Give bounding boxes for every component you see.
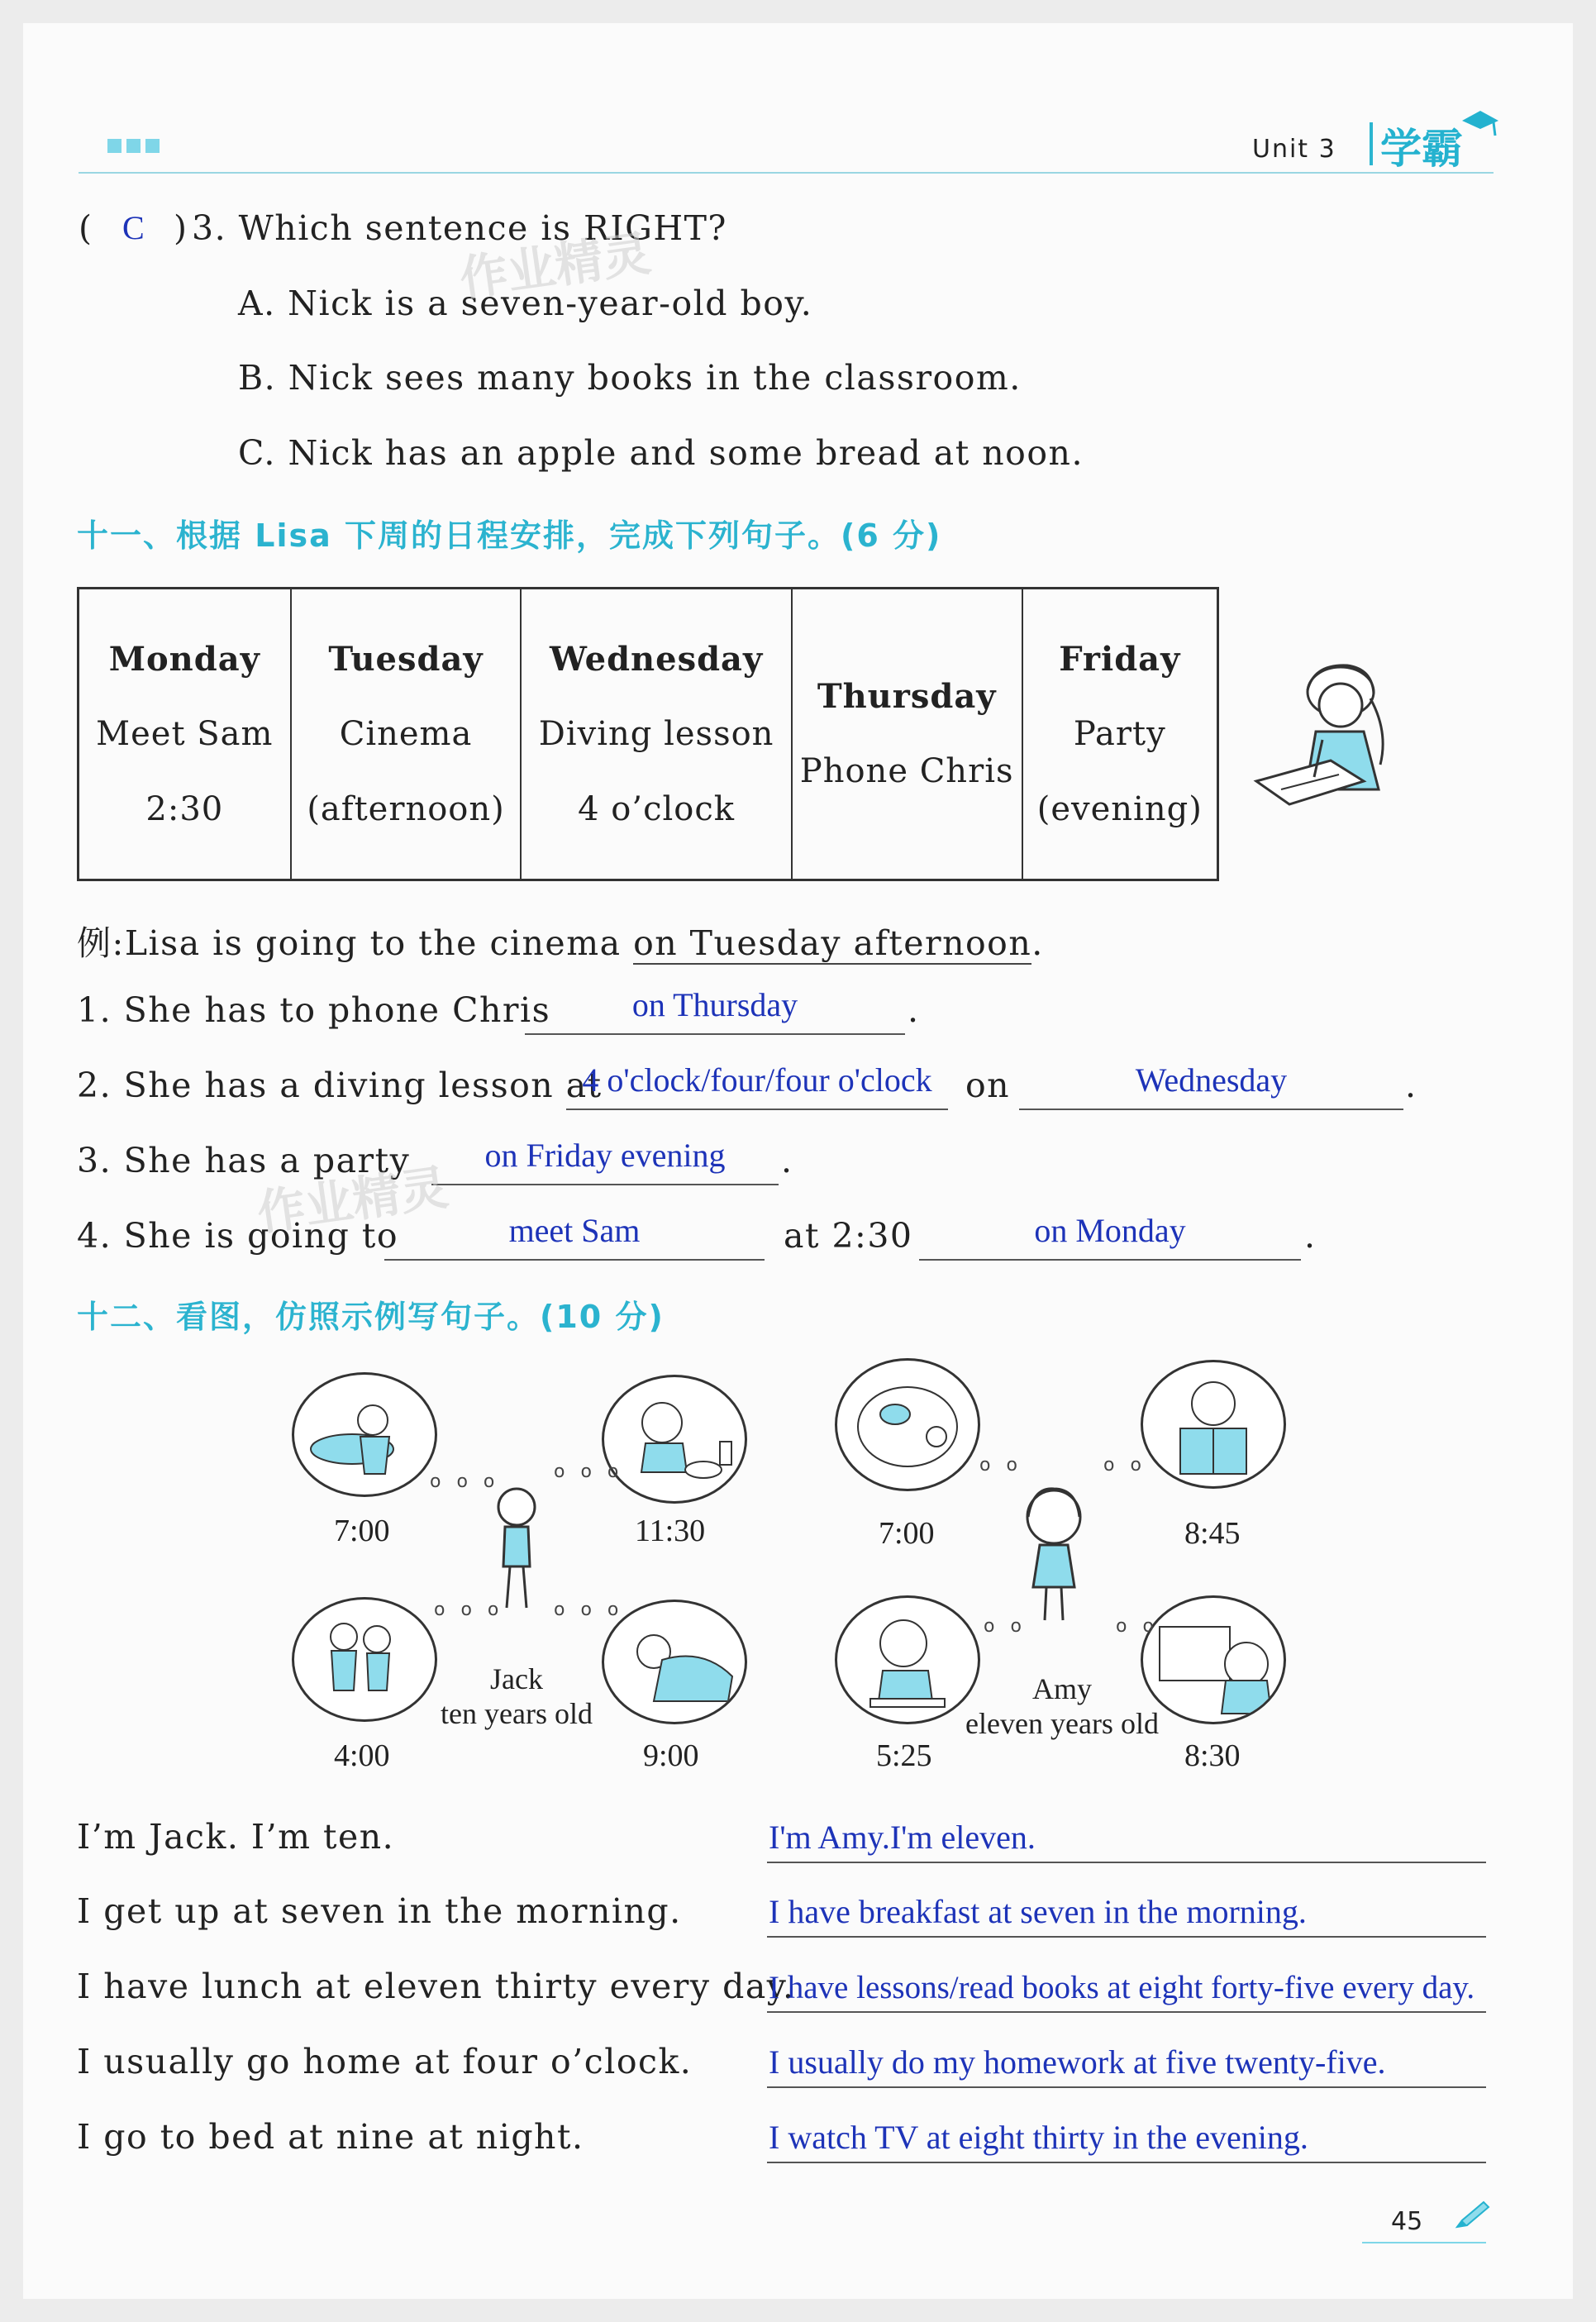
thought-dots: o o o — [554, 1600, 624, 1620]
answer-row-2: I have breakfast at seven in the morning. — [769, 1893, 1307, 1930]
section-12-title: 十二、看图，仿照示例写句子。(10 分) — [77, 1299, 665, 1335]
item-1-answer: on Thursday — [631, 986, 798, 1023]
answer-line-3[interactable] — [767, 1963, 1486, 2013]
girl-writing-illustration — [1248, 657, 1413, 814]
q3-option-a: A. Nick is a seven-year-old boy. — [238, 284, 813, 323]
q3-question: 3. Which sentence is RIGHT? — [192, 208, 727, 248]
item-2-end: . — [1405, 1066, 1417, 1105]
amy-time-homework: 5:25 — [876, 1738, 932, 1773]
item-4-end: . — [1304, 1216, 1317, 1256]
answer-line-1[interactable] — [767, 1814, 1486, 1863]
amy-time-tv: 8:30 — [1184, 1738, 1241, 1773]
item-4-blank-2[interactable] — [919, 1211, 1301, 1261]
amy-time-reading: 8:45 — [1184, 1516, 1241, 1551]
example-row-1: I’m Jack. I’m ten. — [77, 1817, 395, 1857]
answer-line-5[interactable] — [767, 2114, 1486, 2163]
page-number-underline — [1362, 2242, 1486, 2243]
amy-label: Amy eleven years old — [965, 1672, 1159, 1740]
watermark: 作业精灵 — [254, 1159, 452, 1242]
answer-row-1: I'm Amy.I'm eleven. — [769, 1819, 1036, 1856]
item-2-answer-1: 4 o'clock/four/four o'clock — [582, 1061, 932, 1099]
example-underlined: on Tuesday afternoon — [633, 923, 1032, 963]
thought-dots: o o — [1103, 1455, 1146, 1476]
example-sentence — [77, 916, 1044, 965]
jack-time-bed: 9:00 — [643, 1738, 699, 1773]
answer-row-3: I have lessons/read books at eight forty-five every day. — [769, 1970, 1475, 2005]
example-row-2: I get up at seven in the morning. — [77, 1891, 682, 1931]
item-1-prefix: 1. She has to phone Chris — [77, 990, 551, 1030]
header-divider — [79, 172, 1494, 174]
q3-open-paren: ( — [79, 208, 93, 248]
jack-sleeping-picture — [602, 1600, 747, 1724]
unit-label: Unit 3 — [1252, 135, 1336, 164]
logo-divider — [1370, 122, 1373, 165]
jack-going-home-picture — [292, 1597, 437, 1722]
answer-row-4: I usually do my homework at five twenty-five. — [769, 2043, 1386, 2081]
item-2-blank-1[interactable] — [566, 1061, 948, 1110]
jack-getting-up-picture — [292, 1372, 437, 1497]
pencil-icon — [1451, 2199, 1492, 2232]
schedule-table — [77, 587, 1219, 881]
schedule-thursday: Thursday Phone Chris — [792, 589, 1022, 880]
watermark: 作业精灵 — [456, 225, 655, 308]
schedule-tuesday: Tuesday Cinema (afternoon) — [291, 589, 522, 880]
section-11-title: 十一、根据 Lisa 下周的日程安排，完成下列句子。(6 分) — [77, 517, 942, 554]
example-prefix: 例:Lisa is going to the cinema — [77, 923, 634, 963]
thought-dots: o o — [979, 1455, 1022, 1476]
jack-label: Jack ten years old — [441, 1662, 593, 1730]
answer-row-5: I watch TV at eight thirty in the evening. — [769, 2119, 1308, 2156]
item-4-mid: at 2:30 — [784, 1216, 913, 1256]
thought-dots: o o o — [434, 1600, 504, 1620]
q3-option-c: C. Nick has an apple and some bread at noon. — [238, 433, 1084, 473]
brand-logo: 学霸 — [1380, 125, 1463, 173]
item-3-blank[interactable] — [431, 1136, 779, 1185]
page-number: 45 — [1391, 2207, 1423, 2236]
q3-close-paren: ) — [174, 208, 188, 248]
example-row-5: I go to bed at nine at night. — [77, 2117, 584, 2157]
item-4-answer-2: on Monday — [1034, 1212, 1186, 1249]
schedule-monday: Monday Meet Sam 2:30 — [79, 589, 291, 880]
example-end: . — [1031, 923, 1044, 963]
schedule-wednesday: Wednesday Diving lesson 4 o’clock — [521, 589, 791, 880]
jack-time-home: 4:00 — [334, 1738, 390, 1773]
schedule-friday: Friday Party (evening) — [1022, 589, 1218, 880]
item-3-answer: on Friday evening — [484, 1137, 726, 1174]
q3-answer: C — [122, 209, 145, 246]
item-2-mid: on — [965, 1066, 1011, 1105]
thought-dots: o o o — [430, 1471, 500, 1492]
item-2-prefix: 2. She has a diving lesson at — [77, 1066, 603, 1105]
jack-lunch-picture — [602, 1375, 747, 1504]
graduation-cap-icon — [1459, 106, 1500, 139]
q3-option-b: B. Nick sees many books in the classroom. — [238, 358, 1022, 398]
amy-figure — [1017, 1484, 1091, 1624]
amy-breakfast-picture — [835, 1358, 980, 1491]
example-row-3: I have lunch at eleven thirty every day. — [77, 1967, 795, 2006]
thought-dots: o o — [984, 1616, 1027, 1637]
item-2-blank-2[interactable] — [1019, 1061, 1403, 1110]
answer-line-2[interactable] — [767, 1888, 1486, 1938]
item-2-answer-2: Wednesday — [1135, 1061, 1288, 1099]
jack-time-getup: 7:00 — [334, 1514, 390, 1548]
item-1-end: . — [908, 990, 920, 1030]
amy-reading-picture — [1141, 1360, 1286, 1489]
item-3-end: . — [781, 1141, 793, 1180]
header-decoration — [107, 139, 164, 156]
item-1-blank[interactable] — [525, 985, 905, 1035]
item-4-prefix: 4. She is going to — [77, 1216, 399, 1256]
item-4-answer-1: meet Sam — [508, 1212, 641, 1249]
answer-line-4[interactable] — [767, 2038, 1486, 2088]
example-row-4: I usually go home at four o’clock. — [77, 2042, 693, 2081]
jack-time-lunch: 11:30 — [635, 1514, 706, 1548]
thought-dots: o o — [1116, 1616, 1159, 1637]
thought-dots: o o o — [554, 1461, 624, 1482]
jack-figure — [484, 1484, 550, 1616]
amy-time-breakfast: 7:00 — [879, 1516, 935, 1551]
item-3-prefix: 3. She has a party — [77, 1141, 411, 1180]
